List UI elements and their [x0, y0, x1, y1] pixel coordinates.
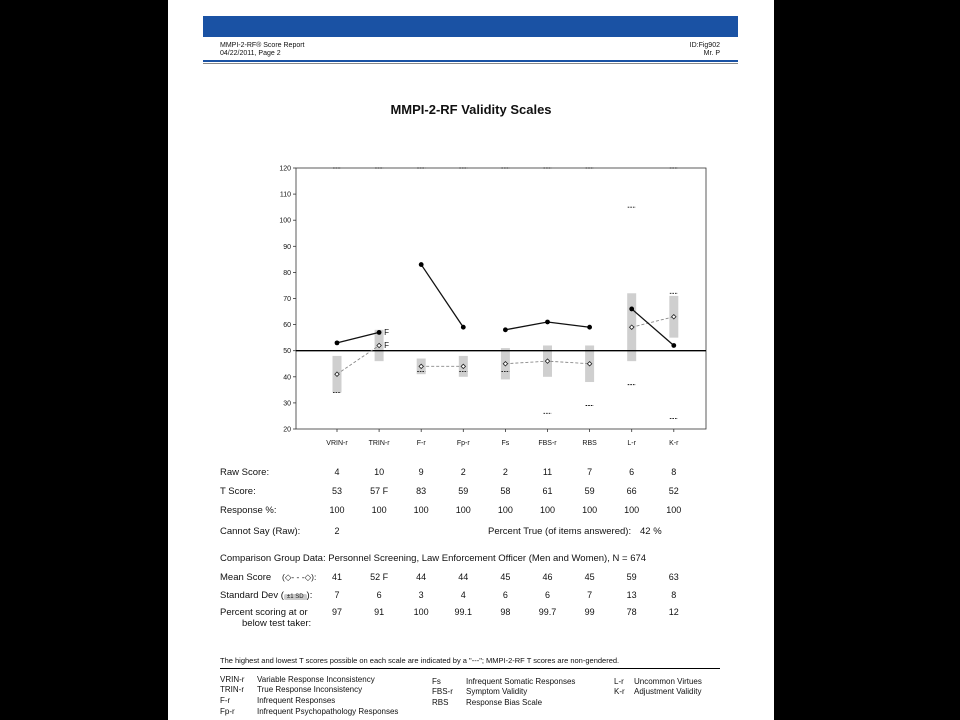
- percent-scoring-value: 99.1: [454, 607, 473, 617]
- standard-dev-text: Standard Dev (: [220, 590, 284, 601]
- x-tick-label: Fp-r: [456, 440, 470, 447]
- y-tick-label: 70: [283, 296, 291, 303]
- legend-abbr: F-r: [220, 696, 231, 705]
- mean-score-value: 63: [668, 572, 679, 582]
- legend-description: Response Bias Scale: [466, 698, 543, 707]
- t-score-value: 59: [458, 486, 469, 496]
- raw-score-label: Raw Score:: [220, 467, 270, 478]
- mean-score-value: 45: [500, 572, 511, 582]
- raw-score-value: 2: [502, 467, 508, 477]
- legend-description: Infrequent Somatic Responses: [466, 677, 576, 686]
- mean-score-value: 41: [331, 572, 342, 582]
- report-page: [168, 0, 774, 720]
- percent-scoring-value: 99: [584, 607, 595, 617]
- mean-score-value: 52 F: [370, 572, 389, 582]
- standard-dev-label: [220, 590, 312, 601]
- x-tick-label: FBS-r: [538, 440, 557, 447]
- legend-description: Symptom Validity: [466, 687, 528, 696]
- t-score-point: [503, 327, 508, 332]
- t-score-point: [377, 330, 382, 335]
- sd-band-swatch: ±1 SD: [284, 594, 307, 600]
- percent-scoring-value: 12: [668, 607, 679, 617]
- raw-score-value: 9: [418, 467, 424, 477]
- x-tick-label: Fs: [501, 440, 510, 447]
- legend-abbr: Fs: [432, 677, 441, 686]
- t-score-value: 53: [331, 486, 342, 496]
- legend-abbr: VRIN-r: [220, 675, 245, 684]
- legend-description: True Response Inconsistency: [257, 685, 363, 694]
- standard-dev-value: 7: [587, 590, 593, 600]
- y-tick-label: 110: [279, 191, 291, 199]
- footnote: The highest and lowest T scores possible on each scale are indicated by a "---"; MMPI-2-RF T scores are non-gendered.: [220, 656, 620, 665]
- legend-description: Infrequent Psychopathology Responses: [257, 707, 399, 716]
- percent-scoring-value: 97: [331, 607, 342, 617]
- y-tick-label: 90: [283, 243, 291, 251]
- mean-score-value: 46: [542, 572, 553, 582]
- t-score-value: 57 F: [370, 486, 389, 496]
- cannot-say-label: Cannot Say (Raw):: [220, 526, 301, 537]
- mean-score-value: 59: [626, 572, 637, 582]
- legend-abbr: FBS-r: [432, 687, 453, 696]
- x-tick-label: L-r: [627, 440, 636, 447]
- mean-score-symbol: (◇- - -◇):: [282, 572, 317, 582]
- t-score-point: [587, 325, 592, 330]
- response-pct-value: 100: [624, 505, 640, 515]
- t-score-point: [419, 262, 424, 267]
- percent-true-value: 42 %: [640, 526, 662, 537]
- y-tick-label: 50: [283, 348, 291, 356]
- raw-score-value: 6: [629, 467, 635, 477]
- t-score-value: 83: [416, 486, 427, 496]
- legend-description: Variable Response Inconsistency: [257, 675, 375, 684]
- standard-dev-value: 6: [544, 590, 550, 600]
- response-pct-value: 100: [329, 505, 345, 515]
- response-pct-value: 100: [666, 505, 682, 515]
- response-pct-label: Response %:: [220, 505, 277, 516]
- percent-scoring-label: Percent scoring at or: [220, 607, 308, 618]
- response-pct-value: 100: [582, 505, 598, 515]
- standard-dev-value: 7: [334, 590, 340, 600]
- t-score-point: [335, 340, 340, 345]
- raw-score-value: 2: [460, 467, 466, 477]
- y-tick-label: 100: [279, 217, 291, 225]
- t-score-label: T Score:: [220, 486, 256, 497]
- report-id: ID:Fig902: [689, 42, 720, 49]
- t-score-value: 52: [668, 486, 679, 496]
- raw-score-value: 11: [542, 467, 553, 477]
- t-score-point: [461, 325, 466, 330]
- x-tick-label: TRIN-r: [368, 440, 390, 447]
- legend-abbr: TRIN-r: [220, 685, 244, 694]
- y-tick-label: 30: [283, 400, 291, 408]
- mean-score-line: [632, 317, 674, 327]
- t-score-value: 61: [542, 486, 553, 496]
- standard-dev-value: 8: [671, 590, 677, 600]
- x-tick-label: F-r: [416, 440, 426, 447]
- t-score-value: 59: [584, 486, 595, 496]
- point-flag-label: F: [384, 340, 389, 350]
- legend-description: Uncommon Virtues: [634, 677, 702, 686]
- mean-score-value: 44: [416, 572, 427, 582]
- comparison-group-header: Comparison Group Data: Personnel Screening, Law Enforcement Officer (Men and Women), N = 674: [220, 553, 647, 564]
- raw-score-value: 10: [374, 467, 385, 477]
- report-name: MMPI-2-RF® Score Report: [220, 42, 305, 49]
- response-pct-value: 100: [539, 505, 556, 515]
- standard-dev-value: 13: [626, 590, 637, 600]
- percent-scoring-value: 91: [374, 607, 385, 617]
- percent-scoring-value: 98: [500, 607, 511, 617]
- chart-title: MMPI-2-RF Validity Scales: [390, 102, 552, 117]
- standard-dev-value: 3: [418, 590, 424, 600]
- response-pct-value: 100: [455, 505, 471, 515]
- validity-scales-chart: [168, 0, 774, 460]
- mean-score-line: [337, 345, 379, 374]
- x-tick-label: RBS: [582, 440, 597, 447]
- t-score-point: [629, 307, 634, 312]
- legend-description: Infrequent Responses: [257, 696, 336, 705]
- legend-abbr: RBS: [432, 698, 449, 707]
- raw-score-value: 7: [587, 467, 593, 477]
- y-tick-label: 40: [283, 374, 291, 382]
- x-tick-label: K-r: [669, 440, 679, 447]
- mean-score-value: 44: [458, 572, 469, 582]
- standard-dev-close: ):: [306, 590, 313, 601]
- y-tick-label: 60: [283, 322, 291, 330]
- percent-scoring-label-2: below test taker:: [242, 618, 312, 629]
- t-score-value: 66: [626, 486, 637, 496]
- t-score-point: [671, 343, 676, 348]
- legend-description: Adjustment Validity: [634, 687, 702, 696]
- legend-abbr: K-r: [614, 687, 625, 696]
- t-score-line: [337, 332, 379, 342]
- y-tick-label: 120: [279, 165, 291, 173]
- raw-score-value: 8: [671, 467, 677, 477]
- client-name: Mr. P: [703, 50, 720, 57]
- mean-score-label: Mean Score: [220, 572, 272, 583]
- raw-score-value: 4: [334, 467, 340, 477]
- legend-abbr: Fp-r: [220, 707, 235, 716]
- percent-scoring-value: 78: [626, 607, 637, 617]
- x-tick-label: VRIN-r: [326, 440, 348, 447]
- legend-abbr: L-r: [614, 677, 624, 686]
- cannot-say-value: 2: [334, 526, 340, 536]
- plot-frame: [296, 168, 706, 429]
- response-pct-value: 100: [371, 505, 387, 515]
- t-score-value: 58: [500, 486, 511, 496]
- percent-true-label: Percent True (of items answered):: [488, 526, 632, 537]
- standard-dev-value: 6: [502, 590, 508, 600]
- t-score-point: [545, 320, 550, 325]
- standard-dev-value: 4: [460, 590, 466, 600]
- y-tick-label: 20: [283, 426, 291, 434]
- y-tick-label: 80: [283, 269, 291, 277]
- t-score-line: [632, 309, 674, 346]
- mean-score-value: 45: [584, 572, 595, 582]
- response-pct-value: 100: [413, 505, 429, 515]
- t-score-line: [421, 265, 463, 328]
- standard-dev-value: 6: [376, 590, 382, 600]
- response-pct-value: 100: [497, 505, 513, 515]
- footnote-rule: [220, 668, 720, 669]
- point-flag-label: F: [384, 327, 389, 337]
- percent-scoring-value: 99.7: [538, 607, 557, 617]
- percent-scoring-value: 100: [413, 607, 429, 617]
- report-date-page: 04/22/2011, Page 2: [220, 50, 281, 57]
